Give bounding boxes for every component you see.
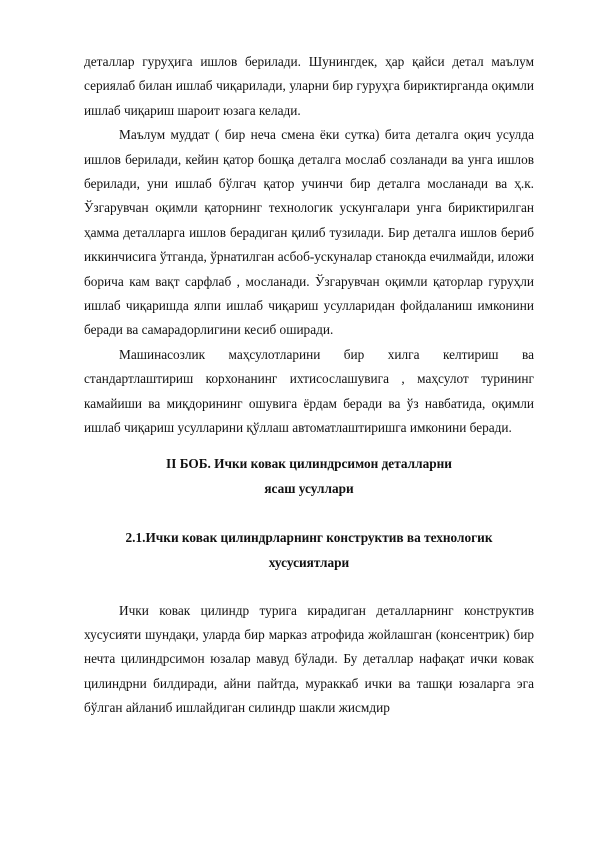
document-page — [84, 50, 534, 721]
paragraph-standardization: Машинасозлик маҳсулотларини бир хилга келтириш ва стандартлаштириш корхонанинг ихтисослашувига , маҳсулот турининг камайиши ва миқдорининг ошувига ёрдам беради ва ўз навбатида, оқимли ишлаб чиқариш усулларини қўллаш автоматлаштиришга имконини беради. — [84, 346, 534, 436]
paragraph-construction-features: Ички ковак цилиндр турига кирадиган деталларнинг конструктив хусусияти шундақи, уларда бир марказ атрофида жойлашган (консентрик) бир нечта цилиндрсимон юзалар мавуд бўлади. Бу деталлар нафақат ички ковак цилиндрни билдиради, айни пайтда, мураккаб ички ва ташқи юзаларга эга бўлган айланиб ишлайдиган силиндр шакли жисмдир — [84, 602, 534, 716]
chapter-title-line-2: ясаш усуллари — [264, 480, 354, 496]
section-title-line-1: 2.1.Ички ковак цилиндрларнинг конструктив ва технологик — [125, 529, 493, 545]
section-title-line-2: хусусиятлари — [268, 554, 350, 570]
paragraph-continuation: деталлар гуруҳига ишлов берилади. Шунингдек, ҳар қайси детал маълум сериялаб билан ишлаб чиқарилади, уларни бир гуруҳга бириктирганда оқимли ишлаб чиқариш шароит юзага келади. — [84, 54, 534, 118]
paragraph-variable-flow-line: Маълум муддат ( бир неча смена ёки сутка) бита деталга оқич усулда ишлов берилади, кейин қатор бошқа деталга мослаб созланади ва унга ишлов берилади, уни ишлаб бўлгач қатор учинчи бир деталга мосланади ва ҳ.к. Ўзгарувчан оқимли қаторнинг технологик ускунгалари унга бириктирилган ҳамма деталларга ишлов берадиган қилиб тузилади. Бир деталга ишлов бериб иккинчисига ўтганда, ўрнатилган асбоб-ускуналар станокда ечилмайди, иложи борича кам вақт сарфлаб , мосланади. Ўзгарувчан оқимли қаторлар гуруҳли ишлаб чиқаришда ялпи ишлаб чиқариш усулларидан фойдаланиш имконини беради ва самарадорлигини кесиб оширади. — [84, 127, 534, 338]
chapter-title-line-1: II БОБ. Ички ковак цилиндрсимон деталларни — [166, 455, 452, 471]
